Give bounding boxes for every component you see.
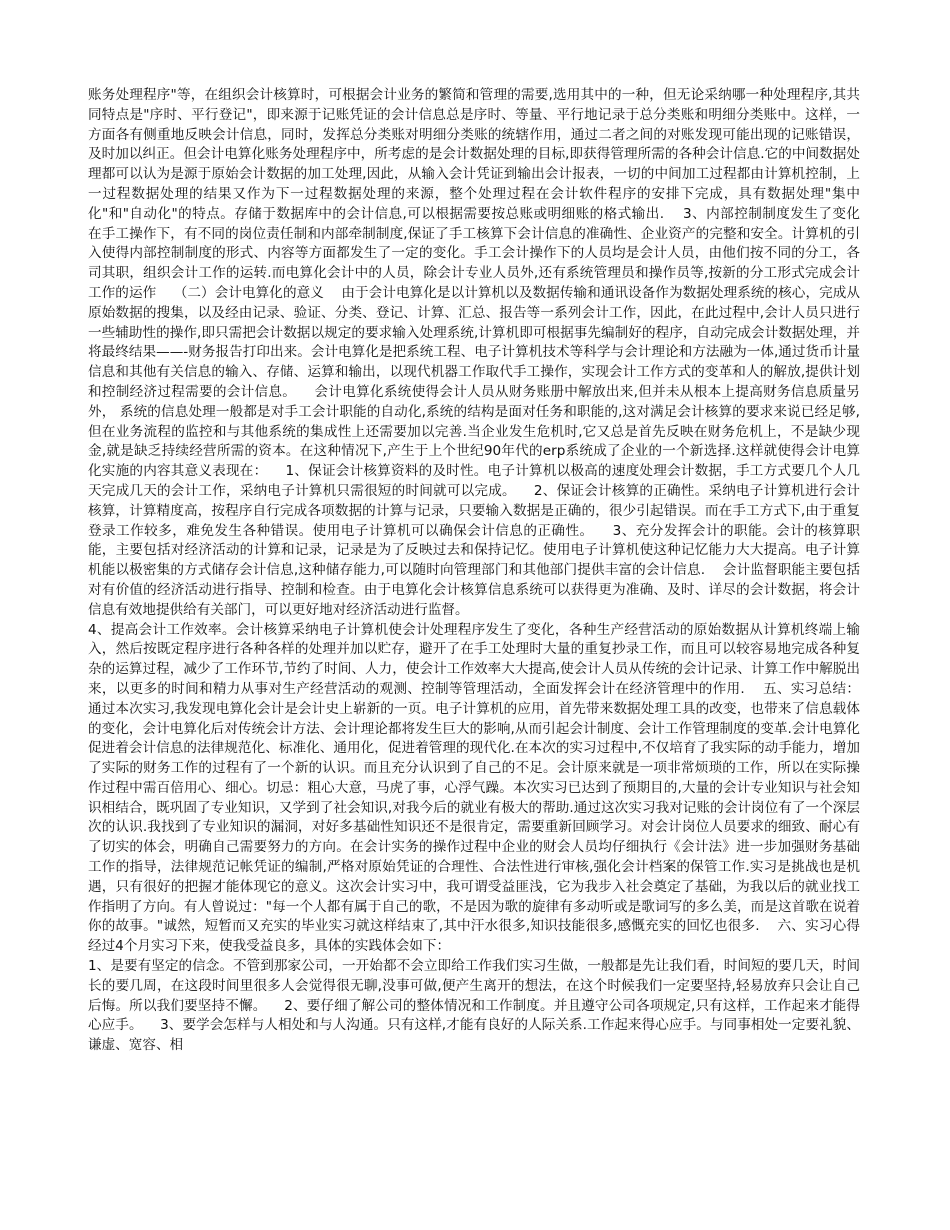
body-paragraph-3: 1、是要有坚定的信念。不管到那家公司，一开始都不会立即给工作我们实习生做，一般都是先让我们看，时间短的要几天，时间长的要几周，在这段时间里很多人会觉得很无聊,没事可做,便产生离开的想法，在这个时候我们一定要坚持,轻易放弃只会让自己后悔。所以我们要坚持不懈。 2、要仔细了解公司的整体情况和工作制度。并且遵守公司各项规定,只有这样，工作起来才能得心应手。 3、要学会怎样与人相处和与人沟通。只有这样,才能有良好的人际关系.工作起来得心应手。与同事相处一定要礼貌、谦虚、宽容、相 [88,958,860,1054]
document-page [88,86,878,1056]
body-paragraph-2: 4、提高会计工作效率。会计核算采纳电子计算机使会计处理程序发生了变化，各种生产经营活动的原始数据从计算机终端上输入，然后按既定程序进行各种各样的处理并加以贮存，避开了在手工处理时大量的重复抄录工作，而且可以较容易地完成各种复杂的运算过程，减少了工作环节,节约了时间、人力，使会计工作效率大大提高,使会计人员从传统的会计记录、计算工作中解脱出来，以更多的时间和精力从事对生产经营活动的观测、控制等管理活动，全面发挥会计在经济管理中的作用. 五、实习总结： 通过本次实习,我发现电算化会计是会计史上崭新的一页。电子计算机的应用，首先带来数据处理工具的改变，也带来了信息载体的变化，会计电算化后对传统会计方法、会计理论都将发生巨大的影响,从而引起会计制度、会计工作管理制度的变革.会计电算化促进着会计信息的法律规范化、标准化、通用化，促进着管理的现代化.在本次的实习过程中,不仅培育了我实际的动手能力，增加了实际的财务工作的过程有了一个新的认识。而且充分认识到了自己的不足。会计原来就是一项非常烦琐的工作，所以在实际操作过程中需百倍用心、细心。切忌：粗心大意，马虎了事，心浮气躁。本次实习已达到了预期目的,大量的会计专业知识与社会知识相结合，既巩固了专业知识，又学到了社会知识,对我今后的就业有极大的帮助.通过这次实习我对记账的会计岗位有了一个深层次的认识.我找到了专业知识的漏洞，对好多基础性知识还不是很肯定，需要重新回顾学习。对会计岗位人员要求的细致、耐心有了切实的体会，明确自己需要努力的方向。在会计实务的操作过程中企业的财会人员均仔细执行《会计法》进一步加强财务基础工作的指导，法律规范记帐凭证的编制,严格对原始凭证的合理性、合法性进行审核,强化会计档案的保管工作.实习是挑战也是机遇，只有很好的把握才能体现它的意义。这次会计实习中，我可谓受益匪浅，它为我步入社会奠定了基础，为我以后的就业找工作指明了方向。有人曾说过："每一个人都有属于自己的歌，不是因为歌的旋律有多动听或是歌词写的多么美，而是这首歌在说着你的故事。"诚然，短暂而又充实的毕业实习就这样结束了,其中汗水很多,知识技能很多,感慨充实的回忆也很多. 六、实习心得 经过4个月实习下来，使我受益良多，具体的实践体会如下： [88,621,878,955]
body-paragraph-1: 账务处理程序"等，在组织会计核算时，可根据会计业务的繁简和管理的需要,选用其中的一种，但无论采纳哪一种处理程序,其共同特点是"序时、平行登记"，即来源于记账凭证的会计信息总是序时、等量、平行地记录于总分类账和明细分类账中。这样，一方面各有侧重地反映会计信息，同时，发挥总分类账对明细分类账的统辖作用，通过二者之间的对账发现可能出现的记账错误，及时加以纠正。但会计电算化账务处理程序中，所考虑的是会计数据处理的目标,即获得管理所需的各种会计信息.它的中间数据处理都可以认为是源于原始会计数据的加工处理,因此，从输入会计凭证到输出会计报表，一切的中间加工过程都由计算机控制，上一过程数据处理的结果又作为下一过程数据处理的来源，整个处理过程在会计软件程序的安排下完成，具有数据处理"集中化"和"自动化"的特点。存储于数据库中的会计信息,可以根据需要按总账或明细账的格式输出. 3、内部控制制度发生了变化 在手工操作下，有不同的岗位责任制和内部牵制制度,保证了手工核算下会计信息的准确性、企业资产的完整和安全。计算机的引入使得内部控制制度的形式、内容等方面都发生了一定的变化。手工会计操作下的人员均是会计人员，由他们按不同的分工，各司其职，组织会计工作的运转.而电算化会计中的人员，除会计专业人员外,还有系统管理员和操作员等,按新的分工形式完成会计工作的运作 （二）会计电算化的意义 由于会计电算化是以计算机以及数据传输和通讯设备作为数据处理系统的核心，完成从原始数据的搜集，以及经由记录、验证、分类、登记、计算、汇总、报告等一系列会计工作，因此，在此过程中,会计人员只进行一些辅助性的操作,即只需把会计数据以规定的要求输入处理系统,计算机即可根据事先编制好的程序，自动完成会计数据处理，并将最终结果——-财务报告打印出来。会计电算化是把系统工程、电子计算机技术等科学与会计理论和方法融为一体,通过货币计量信息和其他有关信息的输入、存储、运算和输出，以现代机器工作取代手工操作，实现会计工作方式的变革和人的解放,提供计划和控制经济过程需要的会计信息。 会计电算化系统使得会计人员从财务账册中解放出来,但并未从根本上提高财务信息质量另外， 系统的信息处理一般都是对手工会计职能的自动化,系统的结构是面对任务和职能的,这对满足会计核算的要求来说已经足够,但在业务流程的监控和与其他系统的集成性上还需要加以完善.当企业发生危机时,它又总是首先反映在财务危机上，不是缺少现金,就是缺乏持续经营所需的资本。在这种情况下,产生于上个世纪90年代的erp系统成了企业的一个新选择.这样就使得会计电算化实施的内容其意义表现在： 1、保证会计核算资料的及时性。电子计算机以极高的速度处理会计数据，手工方式要几个人几天完成几天的会计工作，采纳电子计算机只需很短的时间就可以完成。 2、保证会计核算的正确性。采纳电子计算机进行会计核算，计算精度高，按程序自行完成各项数据的计算与记录，只要输入数据是正确的，很少引起错误。而在手工方式下,由于重复登录工作较多，难免发生各种错误。使用电子计算机可以确保会计信息的正确性。 3、充分发挥会计的职能。会计的核算职能，主要包括对经济活动的计算和记录，记录是为了反映过去和保持记忆。使用电子计算机使这种记忆能力大大提高。电子计算机能以极密集的方式储存会计信息,这种储存能力,可以随时向管理部门和其他部门提供丰富的会计信息. 会计监督职能主要包括对有价值的经济活动进行指导、控制和检查。由于电算化会计核算信息系统可以获得更为准确、及时、详尽的会计数据，将会计信息有效地提供给有关部门，可以更好地对经济活动进行监督。 [88,87,878,618]
